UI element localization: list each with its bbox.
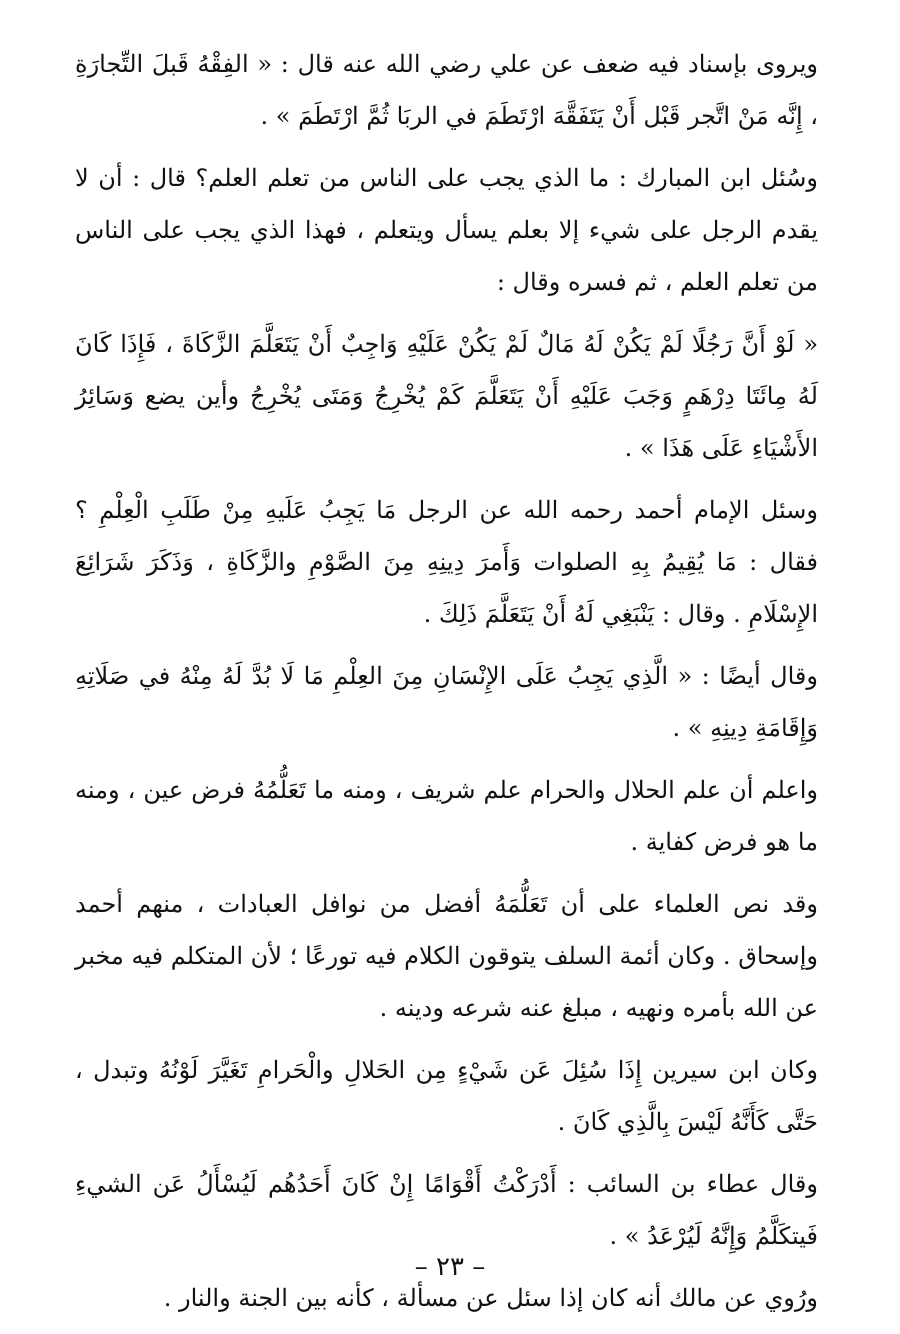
paragraph-zakat-quote: « لَوْ أَنَّ رَجُلًا لَمْ يَكُنْ لَهُ مَالٌ لَمْ يَكُنْ عَلَيْهِ وَاجِبٌ أَنْ يَتَعَلَّمَ الزَّكَاةَ ، فَإِذَا كَانَ لَهُ مِائَتَا دِرْهَمٍ وَجَبَ عَلَيْهِ أَنْ يَتَعَلَّمَ كَمْ يُخْرِجُ وَمَتَى يُخْرِجُ وأين يضع وَسَائِرُ الأَشْيَاءِ عَلَى هَذَا » .	[75, 330, 818, 462]
paragraph-ali-fiqh: ويروى بإسناد فيه ضعف عن علي رضي الله عنه قال : « الفِقْهُ قَبلَ التِّجارَةِ ، إِنَّه مَنْ اتَّجر قَبْل أَنْ يَتَفَقَّهَ ارْتَطَمَ في الربَا ثُمَّ ارْتَطَمَ » .	[75, 50, 818, 130]
paragraph-ahmad-also: وقال أيضًا : « الَّذِي يَجِبُ عَلَى الإِنْسَانِ مِنَ العِلْمِ مَا لَا بُدَّ لَهُ مِنْهُ في صَلَاتِهِ وَإِقَامَةِ دِينِهِ » .	[75, 662, 818, 742]
paragraph-imam-ahmad: وسئل الإمام أحمد رحمه الله عن الرجل مَا يَجِبُ عَلَيهِ مِنْ طَلَبِ الْعِلْمِ ؟ فقال : مَا يُقِيمُ بِهِ الصلوات وَأَمرَ دِينِهِ مِنَ الصَّوْمِ والزَّكَاةِ ، وَذَكَرَ شَرَائِعَ الإِسْلَامِ . وقال : يَنْبَغِي لَهُ أَنْ يَتَعَلَّمَ ذَلِكَ .	[75, 496, 819, 628]
paragraph-ata: وقال عطاء بن السائب : أَدْرَكْتُ أَقْوَامًا إِنْ كَانَ أَحَدُهُم لَيُسْأَلُ عَن الشيءِ فَيتكَلَّمُ وَإِنَّهُ لَيُرْعَدُ » .	[75, 1170, 818, 1250]
page-number: – ٢٣ –	[414, 1252, 486, 1282]
paragraph-malik: ورُوي عن مالك أنه كان إذا سئل عن مسألة ، كأنه بين الجنة والنار .	[163, 1284, 818, 1312]
page-body	[75, 38, 818, 1334]
paragraph-ibn-mubarak: وسُئل ابن المبارك : ما الذي يجب على الناس من تعلم العلم؟ قال : أن لا يقدم الرجل على شيء إلا بعلم يسأل ويتعلم ، فهذا الذي يجب على الناس من تعلم العلم ، ثم فسره وقال :	[75, 164, 819, 296]
paragraph-halal-haram: واعلم أن علم الحلال والحرام علم شريف ، ومنه ما تَعَلُّمُهُ فرض عين ، ومنه ما هو فرض كفاية .	[75, 776, 818, 856]
paragraph-scholars-text: وقد نص العلماء على أن تَعَلُّمَهُ أفضل من نوافل العبادات ، منهم أحمد وإسحاق . وكان أئمة السلف يتوقون الكلام فيه تورعًا ؛ لأن المتكلم فيه مخبر عن الله بأمره ونهيه ، مبلغ عنه شرعه ودينه .	[75, 890, 818, 1022]
paragraph-ibn-sirin: وكان ابن سيرين إِذَا سُئِلَ عَن شَيْءٍ مِن الحَلالِ والْحَرامِ تَغَيَّرَ لَوْنُهُ وتبدل ، حَتَّى كَأَنَّهُ لَيْسَ بِالَّذِي كَانَ .	[75, 1056, 818, 1136]
